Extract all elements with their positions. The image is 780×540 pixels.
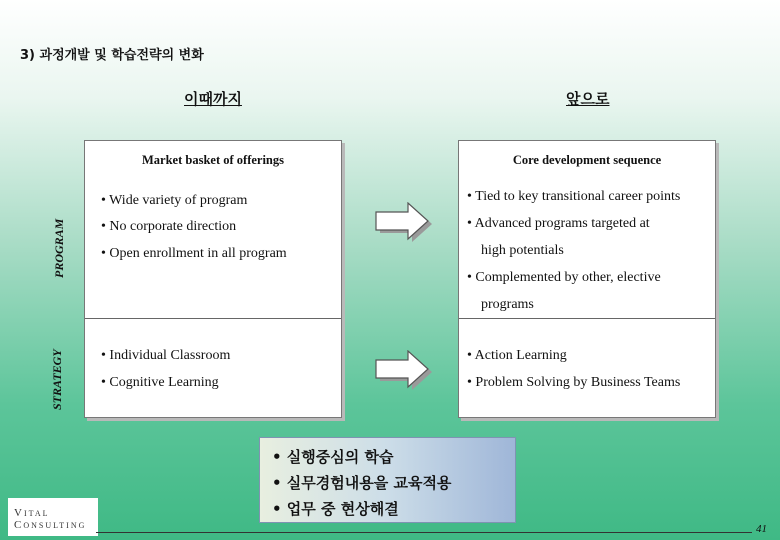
page-number: 41 — [756, 523, 767, 535]
future-program-item: • Tied to key transitional career points — [467, 189, 681, 204]
box-divider — [85, 318, 341, 319]
future-strategy-item: • Problem Solving by Business Teams — [467, 375, 681, 390]
right-column-heading: 앞으로 — [566, 90, 610, 108]
left-column-heading: 이때까지 — [184, 90, 242, 108]
right-arrow-icon — [374, 350, 434, 390]
box-divider — [459, 318, 715, 319]
callout-item: • 실무경험내용을 교육적용 — [272, 474, 452, 492]
current-program-item: • Open enrollment in all program — [101, 246, 287, 261]
callout-item: • 실행중심의 학습 — [272, 448, 394, 466]
current-program-item: • Wide variety of program — [101, 193, 248, 208]
future-program-item: • Complemented by other, elective — [467, 270, 661, 285]
strategy-row-label: STRATEGY — [50, 349, 64, 410]
future-program-item: • Advanced programs targeted at — [467, 216, 650, 231]
current-program-item: • No corporate direction — [101, 219, 237, 234]
current-state-box — [84, 140, 342, 418]
current-strategy-item: • Individual Classroom — [101, 348, 231, 363]
future-state-box — [458, 140, 716, 418]
section-title: 3) 과정개발 및 학습전략의 변화 — [20, 48, 204, 63]
future-strategy-item: • Action Learning — [467, 348, 567, 363]
current-strategy-item: • Cognitive Learning — [101, 375, 219, 390]
key-takeaways-callout — [259, 437, 516, 523]
future-state-title: Core development sequence — [512, 153, 662, 167]
program-row-label: PROGRAM — [52, 218, 66, 278]
logo-line-1: Vital — [14, 507, 50, 519]
right-arrow-icon — [374, 202, 434, 242]
logo-line-2: Consulting — [14, 519, 87, 531]
callout-item: • 업무 중 현상해결 — [272, 500, 399, 518]
company-logo — [8, 498, 98, 536]
future-program-item-continued: high potentials — [481, 243, 564, 258]
footer-rule — [96, 532, 752, 533]
current-state-title: Market basket of offerings — [142, 153, 284, 167]
future-program-item-continued: programs — [481, 297, 534, 312]
